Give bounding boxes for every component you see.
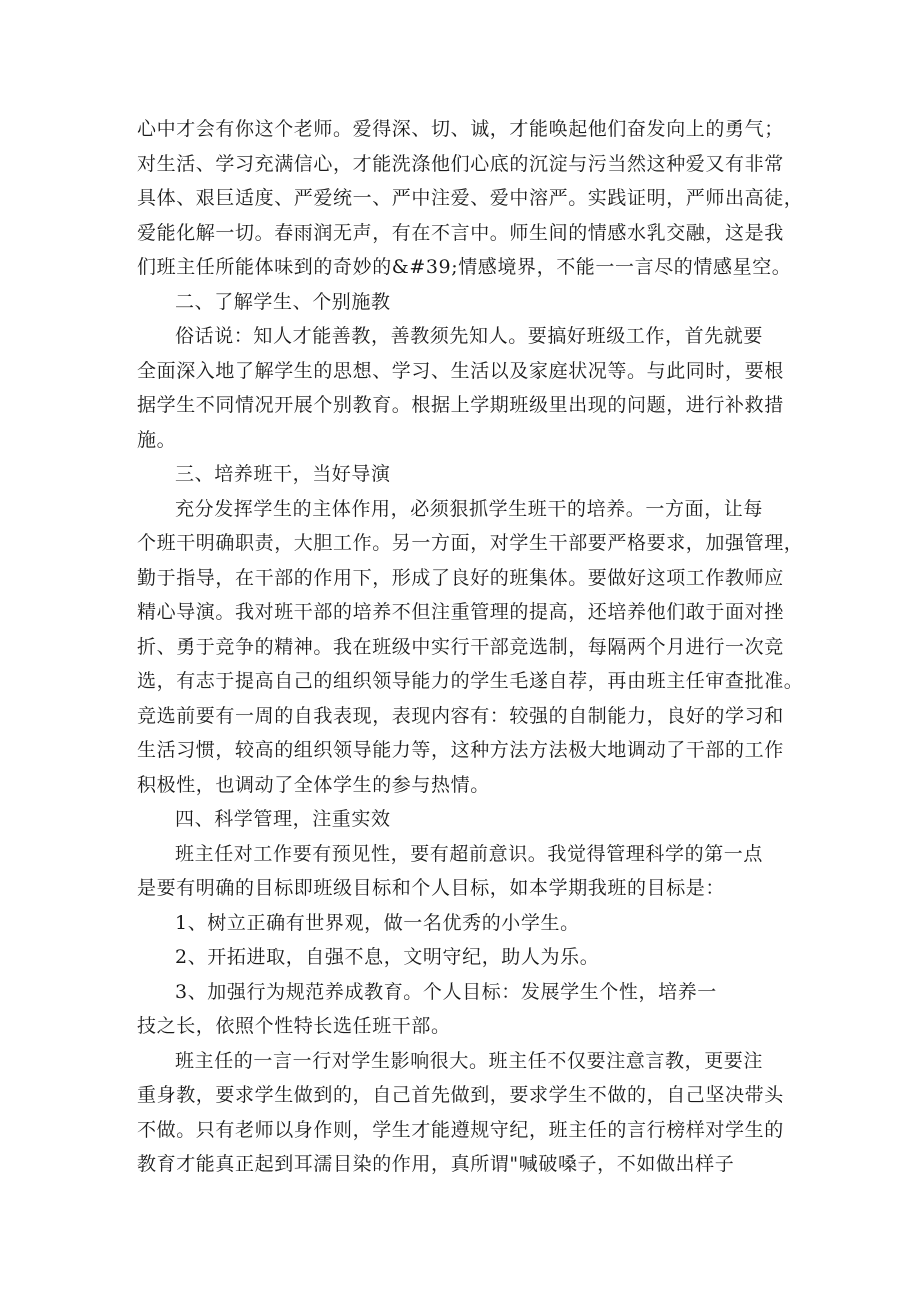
paragraph-continuation [137, 112, 804, 285]
text-line: 充分发挥学生的主体作用，必须狠抓学生班干的培养。一方面，让每 [175, 497, 764, 520]
list-item: 2、开拓进取，自强不息，文明守纪，助人为乐。 [175, 946, 600, 968]
text-line: 个班干明确职责，大胆工作。另一方面，对学生干部要严格要求，加强管理， [137, 532, 804, 554]
text-line: 积极性，也调动了全体学生的参与热情。 [137, 773, 490, 796]
document-body [137, 112, 804, 1182]
paragraph [137, 492, 804, 803]
paragraph [137, 1044, 797, 1182]
section-heading-4: 四、科学管理，注重实效 [175, 808, 391, 830]
section-heading-2: 二、了解学生、个别施教 [175, 290, 391, 313]
section-heading-3: 三、培养班干，当好导演 [175, 463, 391, 485]
text-line: 勤于指导，在干部的作用下，形成了良好的班集体。要做好这项工作教师应 [137, 566, 784, 589]
text-line: 班主任的一言一行对学生影响很大。班主任不仅要注意言教，更要注 [175, 1049, 764, 1072]
text-line: 具体、艰巨适度、严爱统一、严中注爱、爱中溶严。实践证明，严师出高徒， [137, 187, 804, 209]
text-line: 选，有志于提高自己的组织领导能力的学生毛遂自荐，再由班主任审查批准。 [137, 670, 804, 692]
paragraph [137, 319, 797, 457]
text-line: 技之长，依照个性特长选任班干部。 [137, 1015, 451, 1037]
text-line: 不做。只有老师以身作则，学生才能遵规守纪，班主任的言行榜样对学生的 [137, 1118, 784, 1141]
text-line: 生活习惯，较高的组织领导能力等，这种方法方法极大地调动了干部的工作 [137, 739, 784, 761]
paragraph [137, 837, 797, 906]
text-line: 重身教，要求学生做到的，自己首先做到，要求学生不做的，自己坚决带头 [137, 1084, 784, 1106]
text-line: 教育才能真正起到耳濡目染的作用，真所谓"喊破嗓子，不如做出样子 [137, 1153, 735, 1175]
text-line: 3、加强行为规范养成教育。个人目标：发展学生个性，培养一 [175, 980, 717, 1003]
text-line: 精心导演。我对班干部的培养不但注重管理的提高，还培养他们敢于面对挫 [137, 601, 784, 623]
text-line: 对生活、学习充满信心，才能洗涤他们心底的沉淀与污当然这种爱又有非常 [137, 152, 784, 175]
text-line: 俗话说：知人才能善教，善教须先知人。要搞好班级工作，首先就要 [175, 325, 764, 347]
text-line: 班主任对工作要有预见性，要有超前意识。我觉得管理科学的第一点 [175, 842, 764, 865]
text-line: 据学生不同情况开展个别教育。根据上学期班级里出现的问题，进行补救措 [137, 394, 784, 416]
text-line: 竞选前要有一周的自我表现，表现内容有：较强的自制能力，良好的学习和 [137, 704, 784, 727]
text-line: 爱能化解一切。春雨润无声，有在不言中。师生间的情感水乳交融，这是我 [137, 221, 784, 244]
text-line: 们班主任所能体味到的奇妙的&#39;情感境界，不能一一言尽的情感星空。 [137, 256, 792, 278]
list-item: 1、树立正确有世界观，做一名优秀的小学生。 [175, 911, 580, 934]
text-line: 折、勇于竞争的精神。我在班级中实行干部竞选制，每隔两个月进行一次竞 [137, 635, 784, 658]
text-line: 全面深入地了解学生的思想、学习、生活以及家庭状况等。与此同时，要根 [137, 359, 784, 382]
list-item-multiline [137, 975, 797, 1044]
text-line: 心中才会有你这个老师。爱得深、切、诚，才能唤起他们奋发向上的勇气； [137, 118, 784, 140]
text-line: 施。 [137, 428, 177, 451]
text-line: 是要有明确的目标即班级目标和个人目标，如本学期我班的目标是： [137, 877, 726, 899]
